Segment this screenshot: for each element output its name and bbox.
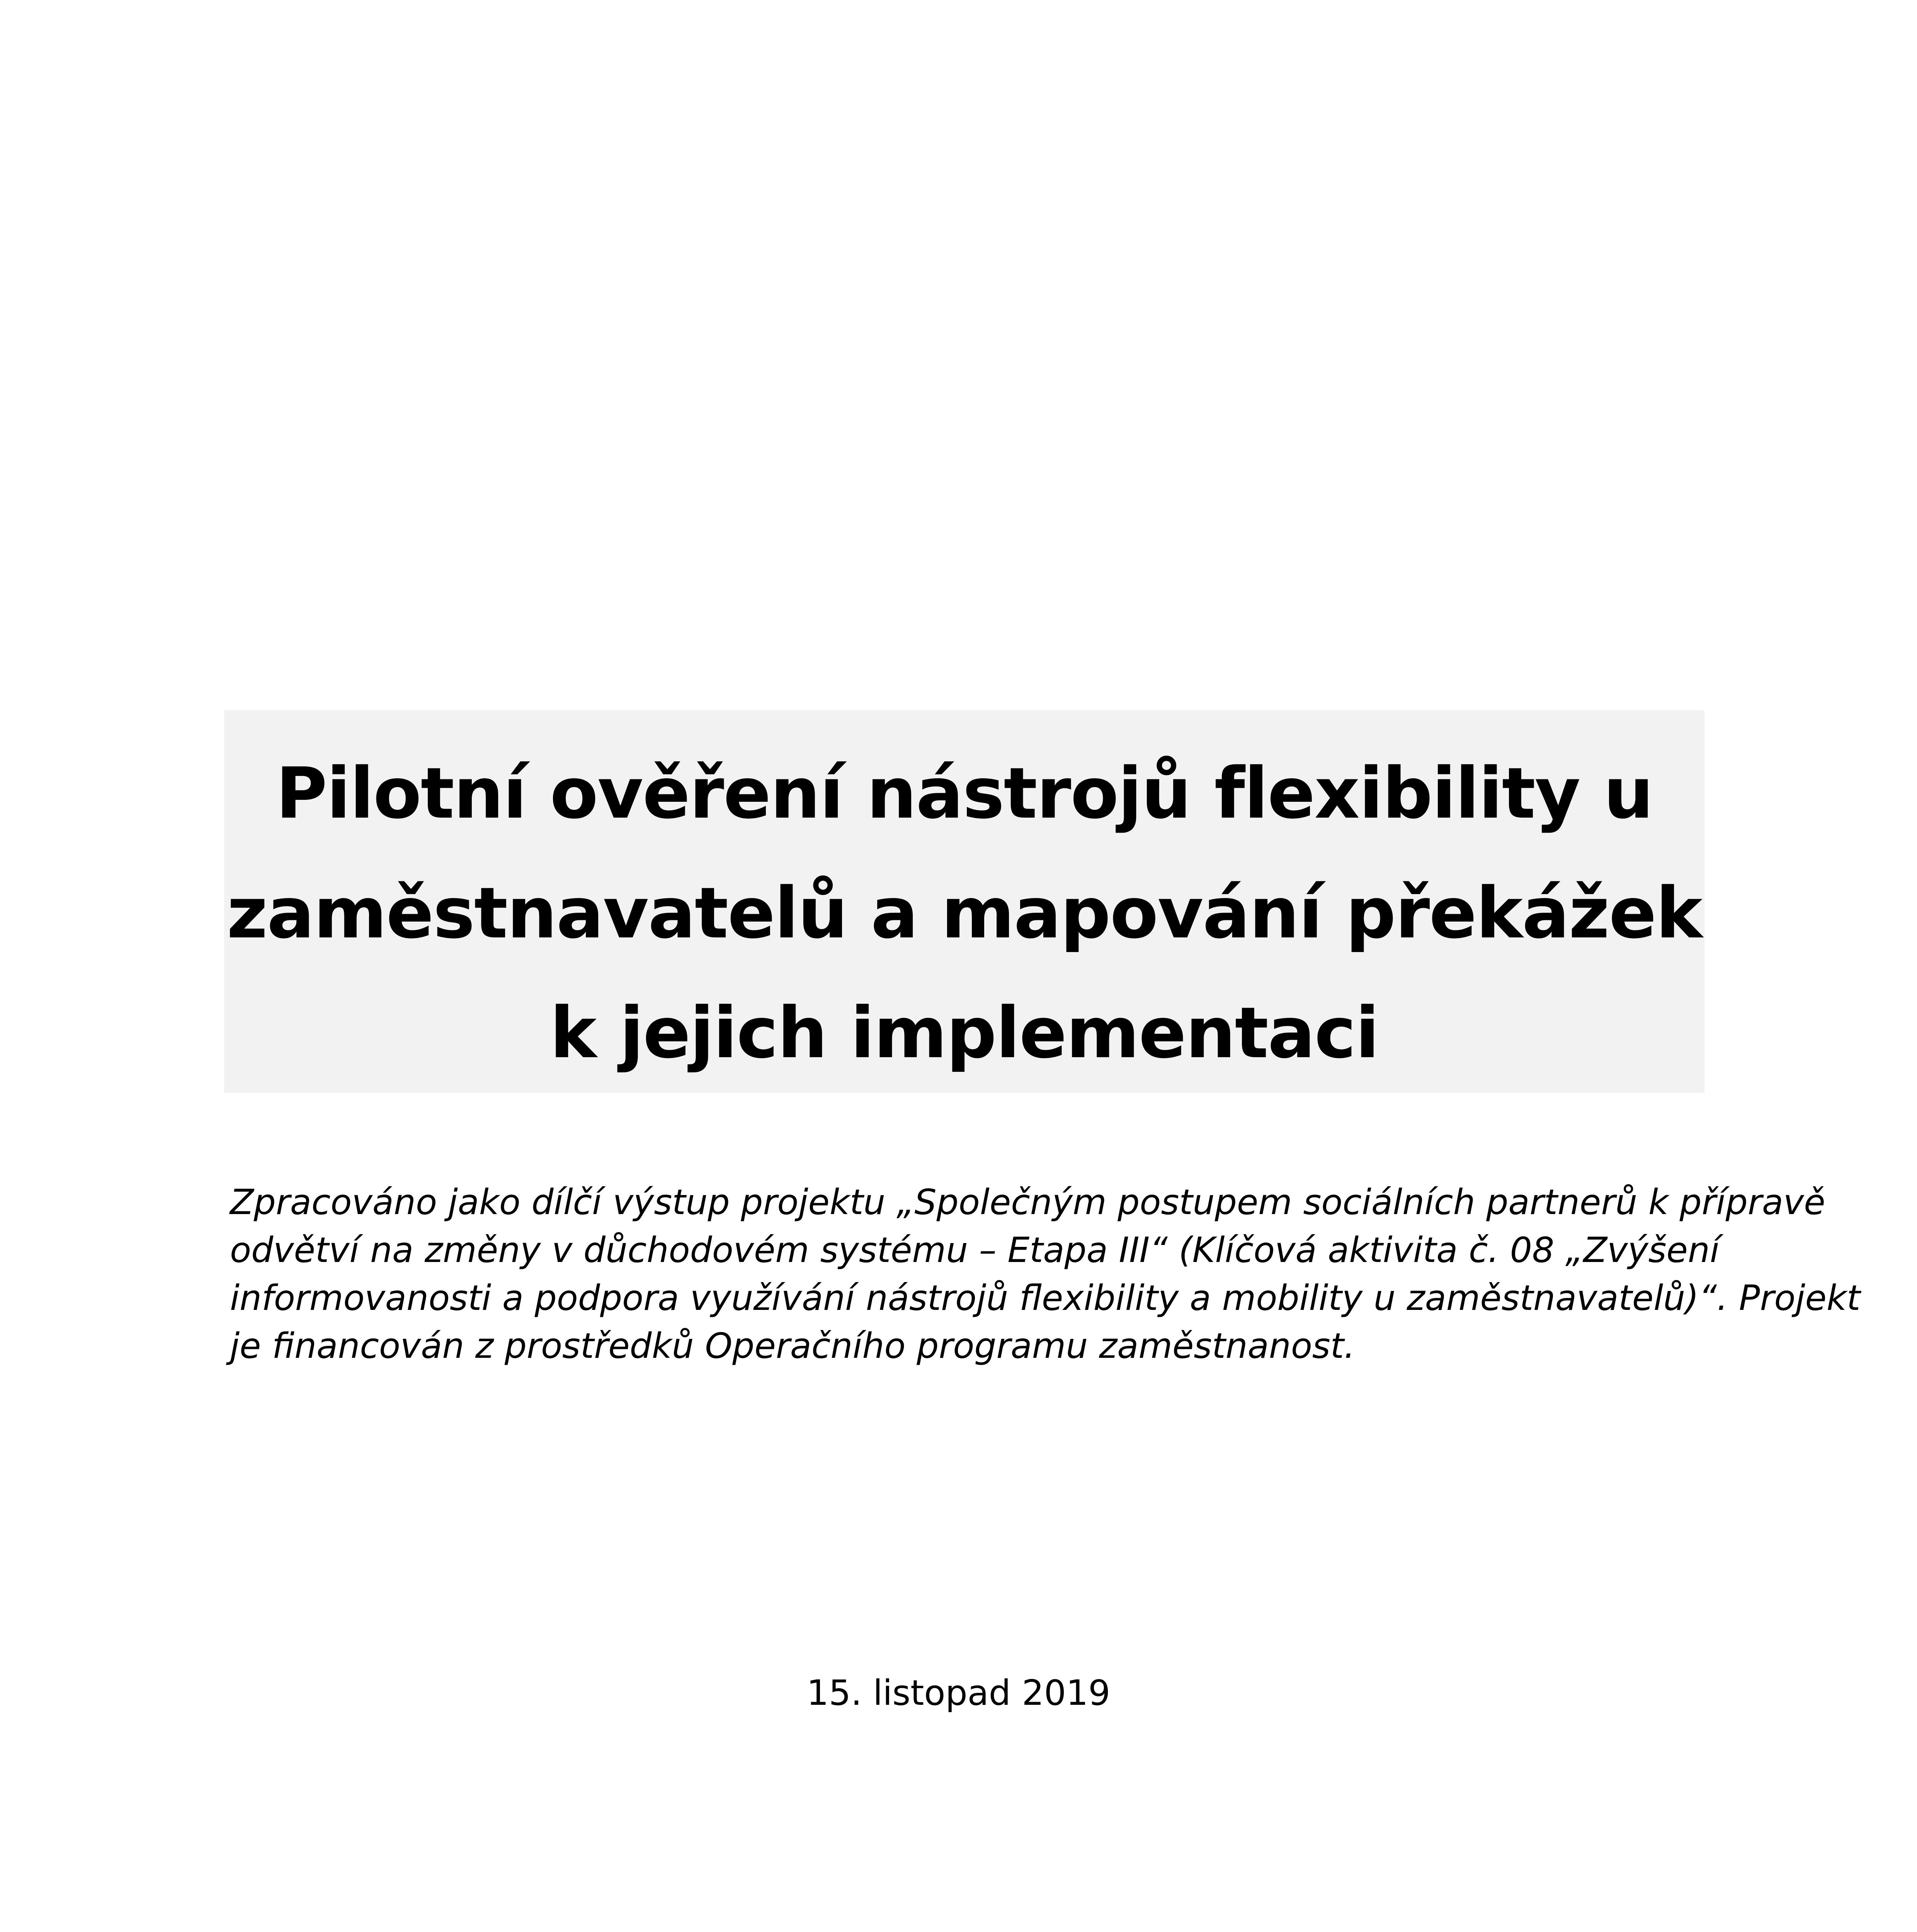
title-line: zaměstnavatelů a mapování překážek <box>226 872 1702 954</box>
project-description <box>230 1179 1861 1370</box>
title-line: Pilotní ověření nástrojů flexibility u <box>276 752 1653 834</box>
description-line: Zpracováno jako dílčí výstup projektu „Společným postupem sociálních partnerů k přípravě <box>230 1182 1825 1223</box>
description-line: odvětví na změny v důchodovém systému – Etapa III“ (Klíčová aktivita č. 08 „Zvýšení <box>230 1230 1720 1270</box>
description-line: informovanosti a podpora využívání nástrojů flexibility a mobility u zaměstnavatelů)“. Projekt <box>230 1278 1861 1318</box>
description-line: je financován z prostředků Operačního programu zaměstnanost. <box>230 1326 1355 1366</box>
title-block <box>224 710 1704 1093</box>
title-line: k jejich implementaci <box>550 992 1379 1074</box>
document-date: 15. listopad 2019 <box>806 1673 1111 1713</box>
